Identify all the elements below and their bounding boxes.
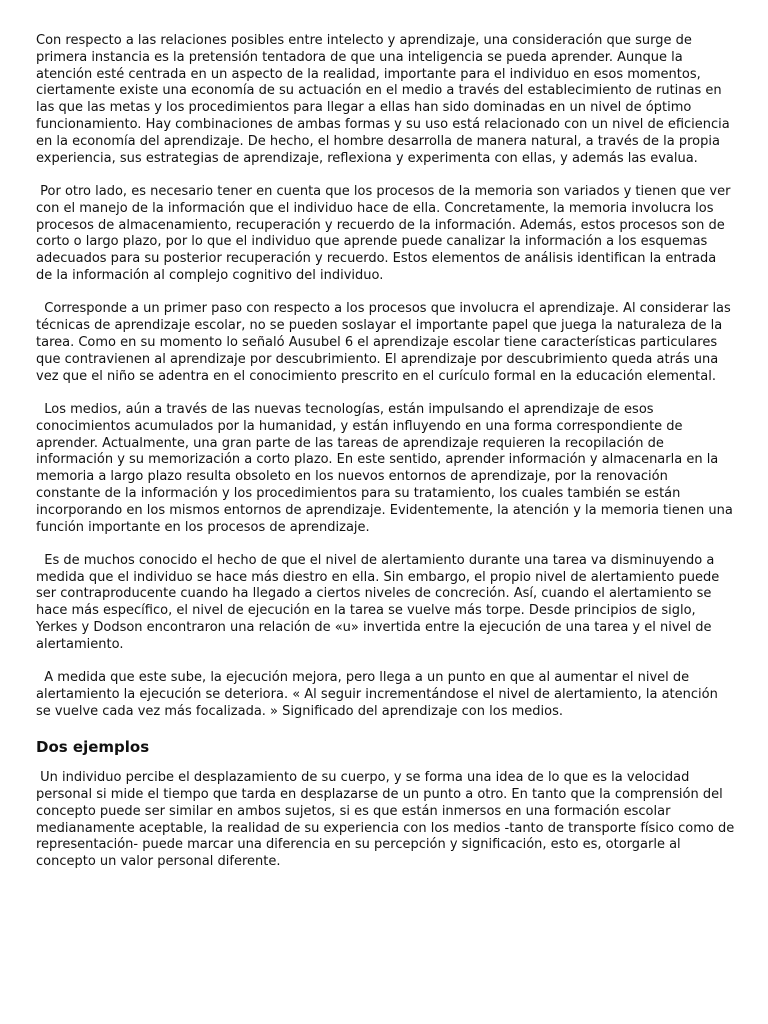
paragraph-aprendizaje-escolar: Corresponde a un primer paso con respecto a los procesos que involucra el aprendizaje. Al considerar las técnicas de aprendizaje escolar, no se pueden soslayar el importante papel que juega la naturaleza de la tarea. Como en su momento lo señaló Ausubel 6 el aprendizaje escolar tiene características particulares que contravienen al aprendizaje por descubrimiento. El aprendizaje por descubrimiento queda atrás una vez que el niño se adentra en el conocimiento prescrito en el curículo formal en la educación elemental. — [36, 301, 735, 384]
paragraph-procesos-memoria: Por otro lado, es necesario tener en cuenta que los procesos de la memoria son variados y tienen que ver con el manejo de la información que el individuo hace de ella. Concretamente, la memoria involucra los procesos de almacenamiento, recuperación y recuerdo de la información. Además, estos procesos son de corto o largo plazo, por lo que el individuo que aprende puede canalizar la información a los esquemas adecuados para su posterior recuperación y recuerdo. Estos elementos de análisis identifican la entrada de la información al complejo cognitivo del individuo. — [36, 183, 735, 283]
paragraph-medios-tecnologias: Los medios, aún a través de las nuevas tecnologías, están impulsando el aprendizaje de esos conocimientos acumulados por la humanidad, y están influyendo en una forma correspondiente de aprender. Actualmente, una gran parte de las tareas de aprendizaje requieren la recopilación de información y su memorización a corto plazo. En este sentido, aprender información y almacenarla en la memoria a largo plazo resulta obsoleto en los nuevos entornos de aprendizaje, por la renovación constante de la información y los procedimientos para su tratamiento, los cuales también se están incorporando en los mismos entornos de aprendizaje. Evidentemente, la atención y la memoria tienen una función importante en los procesos de aprendizaje. — [36, 401, 737, 535]
paragraph-nivel-alertamiento: Es de muchos conocido el hecho de que el nivel de alertamiento durante una tarea va disminuyendo a medida que el individuo se hace más diestro en ella. Sin embargo, el propio nivel de alertamiento puede ser contraproducente cuando ha llegado a ciertos niveles de concreción. Así, cuando el alertamiento se hace más específico, el nivel de ejecución en la tarea se vuelve más torpe. Desde principios de siglo, Yerkes y Dodson encontraron una relación de «u» invertida entre la ejecución de una tarea y el nivel de alertamiento. — [36, 552, 724, 652]
paragraph-intelecto-aprendizaje: Con respecto a las relaciones posibles entre intelecto y aprendizaje, una consideración que surge de primera instancia es la pretensión tentadora de que una inteligencia se pueda aprender. Aunque la atención esté centrada en un aspecto de la realidad, importante para el individuo en esos momentos, ciertamente existe una economía de su actuación en el medio a través del establecimiento de rutinas en las que las metas y los procedimientos para llegar a ellas han sido dominadas en un nivel de óptimo funcionamiento. Hay combinaciones de ambas formas y su uso está relacionado con un nivel de eficiencia en la economía del aprendizaje. De hecho, el hombre desarrolla de manera natural, a través de la propia experiencia, sus estrategias de aprendizaje, reflexiona y experimenta con ellas, y además las evalua. — [36, 33, 734, 166]
document-page — [36, 33, 739, 888]
paragraph-ejecucion-alertamiento: A medida que este sube, la ejecución mejora, pero llega a un punto en que al aumentar el nivel de alertamiento la ejecución se deteriora. « Al seguir incrementándose el nivel de alertamiento, la atención se vuelve cada vez más focalizada. » Significado del aprendizaje con los medios. — [36, 670, 722, 719]
section-heading: Dos ejemplos — [36, 738, 150, 757]
paragraph-ejemplo-velocidad: Un individuo percibe el desplazamiento de su cuerpo, y se forma una idea de lo que es la velocidad personal si mide el tiempo que tarda en desplazarse de un punto a otro. En tanto que la comprensión del concepto puede ser similar en ambos sujetos, si es que están inmersos en una formación escolar medianamente aceptable, la realidad de su experiencia con los medios -tanto de transporte físico como de representación- puede marcar una diferencia en su percepción y significación, esto es, otorgarle al concepto un valor personal diferente. — [36, 770, 739, 870]
